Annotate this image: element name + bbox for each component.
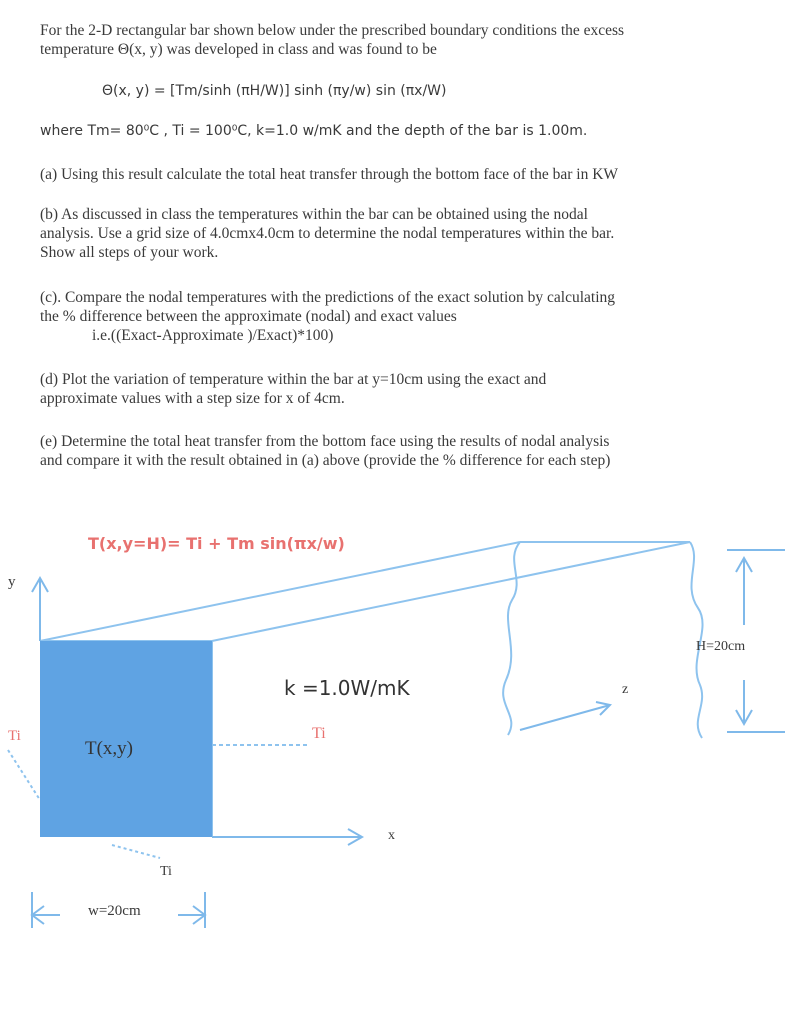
width-label: w=20cm (88, 903, 141, 919)
z-axis-arrow (520, 702, 610, 730)
part-b-line-1: (b) As discussed in class the temperatures within the bar can be obtained using the nodal (40, 206, 588, 223)
y-axis-arrow (32, 578, 48, 641)
height-label: H=20cm (696, 639, 746, 654)
top-boundary-condition: T(x,y=H)= Ti + Tm sin(πx/w) (88, 534, 345, 553)
conductivity-label: k =1.0W/mK (284, 676, 410, 700)
intro-line-1: For the 2-D rectangular bar shown below under the prescribed boundary conditions the excess (40, 22, 625, 39)
part-d-line-2: approximate values with a step size for x of 4cm. (40, 390, 345, 407)
part-e-line-1: (e) Determine the total heat transfer from the bottom face using the results of nodal analysis (40, 433, 610, 450)
far-left-break (503, 542, 520, 735)
right-boundary-label: Ti (312, 725, 326, 742)
face-temperature-label: T(x,y) (85, 738, 134, 759)
bottom-boundary-dashes (112, 845, 160, 858)
excess-temperature-equation: Θ(x, y) = [Tm/sinh (πH/W)] sinh (πy/w) sin (πx/W) (102, 83, 447, 99)
intro-line-2: temperature Θ(x, y) was developed in class and was found to be (40, 41, 437, 58)
left-boundary-dashes (8, 750, 40, 800)
part-a: (a) Using this result calculate the total heat transfer through the bottom face of the bar in KW (40, 166, 619, 183)
part-b-line-2: analysis. Use a grid size of 4.0cmx4.0cm to determine the nodal temperatures within the bar. (40, 225, 615, 242)
left-boundary-label: Ti (8, 728, 21, 744)
bottom-boundary-label: Ti (160, 864, 172, 879)
part-c-line-2: the % difference between the approximate (nodal) and exact values (40, 308, 457, 325)
part-c-line-1: (c). Compare the nodal temperatures with the predictions of the exact solution by calculating (40, 289, 616, 306)
bar-diagram (0, 500, 791, 960)
x-axis-arrow (212, 829, 362, 845)
part-c-line-3: i.e.((Exact-Approximate )/Exact)*100) (92, 327, 334, 344)
z-axis-label: z (622, 682, 629, 697)
bar-diagram-drawing (0, 500, 791, 960)
part-b-line-3: Show all steps of your work. (40, 244, 219, 261)
part-d-line-1: (d) Plot the variation of temperature within the bar at y=10cm using the exact and (40, 371, 547, 388)
x-axis-label: x (388, 828, 395, 843)
part-e-line-2: and compare it with the result obtained in (a) above (provide the % difference for each step) (40, 452, 611, 469)
y-axis-label: y (8, 574, 16, 590)
given-values: where Tm= 80⁰C , Ti = 100⁰C, k=1.0 w/mK and the depth of the bar is 1.00m. (40, 123, 588, 139)
